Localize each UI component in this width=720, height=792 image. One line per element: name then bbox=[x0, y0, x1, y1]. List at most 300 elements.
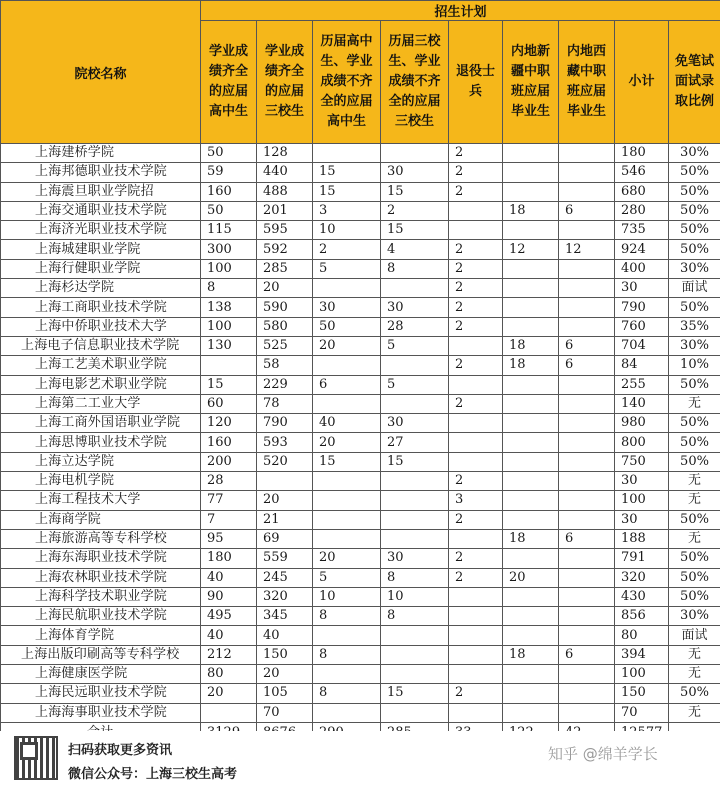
column-header-2: 学业成绩齐全的应届三校生 bbox=[257, 21, 313, 144]
quota-cell: 6 bbox=[313, 375, 381, 394]
ratio-cell: 无 bbox=[669, 665, 720, 684]
subtotal-cell: 394 bbox=[615, 645, 669, 664]
ratio-cell: 30% bbox=[669, 144, 720, 163]
quota-cell: 69 bbox=[257, 529, 313, 548]
table-row bbox=[1, 491, 720, 510]
quota-cell: 525 bbox=[257, 336, 313, 355]
quota-cell bbox=[559, 375, 615, 394]
quota-cell bbox=[381, 703, 449, 722]
subtotal-cell: 320 bbox=[615, 568, 669, 587]
subtotal-cell: 180 bbox=[615, 144, 669, 163]
quota-cell bbox=[559, 298, 615, 317]
quota-cell: 201 bbox=[257, 201, 313, 220]
quota-cell bbox=[559, 452, 615, 471]
table-row bbox=[1, 182, 720, 201]
quota-cell: 5 bbox=[381, 336, 449, 355]
subtotal-cell: 188 bbox=[615, 529, 669, 548]
quota-cell: 20 bbox=[201, 684, 257, 703]
quota-cell: 128 bbox=[257, 144, 313, 163]
quota-cell bbox=[313, 491, 381, 510]
school-name-cell: 上海立达学院 bbox=[1, 452, 201, 471]
quota-cell: 2 bbox=[449, 510, 503, 529]
table-row bbox=[1, 317, 720, 336]
ratio-cell: 30% bbox=[669, 336, 720, 355]
quota-cell: 40 bbox=[313, 414, 381, 433]
school-name-cell: 上海思博职业技术学院 bbox=[1, 433, 201, 452]
quota-cell: 40 bbox=[201, 568, 257, 587]
school-name-cell: 上海交通职业技术学院 bbox=[1, 201, 201, 220]
quota-cell bbox=[313, 626, 381, 645]
subtotal-cell: 800 bbox=[615, 433, 669, 452]
quota-cell: 60 bbox=[201, 394, 257, 413]
quota-cell: 27 bbox=[381, 433, 449, 452]
quota-cell bbox=[449, 414, 503, 433]
quota-cell: 2 bbox=[449, 549, 503, 568]
quota-cell: 105 bbox=[257, 684, 313, 703]
quota-cell bbox=[381, 645, 449, 664]
quota-cell bbox=[313, 510, 381, 529]
quota-cell bbox=[503, 182, 559, 201]
quota-cell bbox=[313, 279, 381, 298]
quota-cell bbox=[559, 259, 615, 278]
quota-cell: 78 bbox=[257, 394, 313, 413]
quota-cell: 2 bbox=[449, 472, 503, 491]
table-row bbox=[1, 356, 720, 375]
quota-cell bbox=[503, 279, 559, 298]
ratio-cell: 无 bbox=[669, 394, 720, 413]
quota-cell: 40 bbox=[257, 626, 313, 645]
quota-cell: 2 bbox=[449, 144, 503, 163]
quota-cell bbox=[559, 665, 615, 684]
quota-cell: 200 bbox=[201, 452, 257, 471]
quota-cell bbox=[381, 279, 449, 298]
school-name-cell: 上海城建职业学院 bbox=[1, 240, 201, 259]
quota-cell bbox=[559, 279, 615, 298]
subtotal-cell: 30 bbox=[615, 279, 669, 298]
quota-cell: 15 bbox=[201, 375, 257, 394]
quota-cell: 28 bbox=[201, 472, 257, 491]
quota-cell: 10 bbox=[313, 221, 381, 240]
table-row bbox=[1, 452, 720, 471]
quota-cell: 300 bbox=[201, 240, 257, 259]
quota-cell bbox=[503, 510, 559, 529]
table-row bbox=[1, 665, 720, 684]
school-name-cell: 上海民远职业技术学院 bbox=[1, 684, 201, 703]
ratio-cell: 30% bbox=[669, 259, 720, 278]
quota-cell bbox=[503, 298, 559, 317]
quota-cell bbox=[381, 394, 449, 413]
quota-cell: 488 bbox=[257, 182, 313, 201]
quota-cell bbox=[201, 356, 257, 375]
school-name-cell: 上海商学院 bbox=[1, 510, 201, 529]
table-row bbox=[1, 684, 720, 703]
subtotal-cell: 856 bbox=[615, 607, 669, 626]
quota-cell bbox=[559, 433, 615, 452]
quota-cell bbox=[449, 587, 503, 606]
quota-cell bbox=[313, 665, 381, 684]
quota-cell: 70 bbox=[257, 703, 313, 722]
ratio-cell: 50% bbox=[669, 587, 720, 606]
quota-cell bbox=[503, 472, 559, 491]
quota-cell bbox=[559, 144, 615, 163]
table-row bbox=[1, 221, 720, 240]
ratio-cell: 10% bbox=[669, 356, 720, 375]
quota-cell bbox=[381, 144, 449, 163]
table-row bbox=[1, 433, 720, 452]
quota-cell: 59 bbox=[201, 163, 257, 182]
quota-cell bbox=[449, 607, 503, 626]
quota-cell: 2 bbox=[449, 394, 503, 413]
school-name-cell: 上海工商职业技术学院 bbox=[1, 298, 201, 317]
quota-cell: 30 bbox=[381, 414, 449, 433]
quota-cell: 580 bbox=[257, 317, 313, 336]
quota-cell: 58 bbox=[257, 356, 313, 375]
quota-cell: 8 bbox=[381, 568, 449, 587]
quota-cell bbox=[449, 645, 503, 664]
subtotal-cell: 430 bbox=[615, 587, 669, 606]
quota-cell bbox=[559, 317, 615, 336]
table-row bbox=[1, 510, 720, 529]
subtotal-cell: 924 bbox=[615, 240, 669, 259]
table-row bbox=[1, 394, 720, 413]
school-name-cell: 上海工艺美术职业学院 bbox=[1, 356, 201, 375]
quota-cell: 2 bbox=[449, 298, 503, 317]
quota-cell: 3 bbox=[313, 201, 381, 220]
quota-cell: 8 bbox=[201, 279, 257, 298]
quota-cell: 18 bbox=[503, 356, 559, 375]
quota-cell: 50 bbox=[201, 144, 257, 163]
quota-cell bbox=[503, 163, 559, 182]
quota-cell bbox=[381, 491, 449, 510]
table-row bbox=[1, 472, 720, 491]
ratio-cell: 50% bbox=[669, 201, 720, 220]
quota-cell: 5 bbox=[313, 568, 381, 587]
quota-cell: 15 bbox=[381, 452, 449, 471]
quota-cell bbox=[313, 529, 381, 548]
quota-cell bbox=[559, 607, 615, 626]
quota-cell: 320 bbox=[257, 587, 313, 606]
school-name-cell: 上海海事职业技术学院 bbox=[1, 703, 201, 722]
ratio-cell: 35% bbox=[669, 317, 720, 336]
ratio-cell: 50% bbox=[669, 568, 720, 587]
quota-cell: 2 bbox=[449, 182, 503, 201]
quota-cell: 2 bbox=[449, 279, 503, 298]
subtotal-cell: 70 bbox=[615, 703, 669, 722]
table-header bbox=[1, 1, 720, 144]
quota-cell: 15 bbox=[313, 182, 381, 201]
column-header-3: 历届高中生、学业成绩不齐全的应届高中生 bbox=[313, 21, 381, 144]
ratio-cell: 50% bbox=[669, 684, 720, 703]
quota-cell: 8 bbox=[313, 607, 381, 626]
quota-cell bbox=[449, 529, 503, 548]
quota-cell: 18 bbox=[503, 336, 559, 355]
quota-cell: 2 bbox=[313, 240, 381, 259]
subtotal-cell: 704 bbox=[615, 336, 669, 355]
quota-cell: 595 bbox=[257, 221, 313, 240]
subtotal-cell: 255 bbox=[615, 375, 669, 394]
table-row bbox=[1, 607, 720, 626]
subtotal-cell: 30 bbox=[615, 472, 669, 491]
school-name-cell: 上海工商外国语职业学院 bbox=[1, 414, 201, 433]
column-header-4: 历届三校生、学业成绩不齐全的应届三校生 bbox=[381, 21, 449, 144]
quota-cell: 50 bbox=[201, 201, 257, 220]
quota-cell bbox=[381, 529, 449, 548]
table-row bbox=[1, 240, 720, 259]
quota-cell bbox=[559, 394, 615, 413]
subtotal-cell: 760 bbox=[615, 317, 669, 336]
quota-cell bbox=[559, 414, 615, 433]
quota-cell bbox=[503, 452, 559, 471]
footer-scan-text: 扫码获取更多资讯 bbox=[68, 743, 173, 758]
quota-cell bbox=[559, 221, 615, 240]
quota-cell bbox=[503, 317, 559, 336]
quota-cell bbox=[257, 472, 313, 491]
zhihu-watermark: 知乎 @绵羊学长 bbox=[548, 745, 658, 763]
quota-cell: 3 bbox=[449, 491, 503, 510]
quota-cell: 593 bbox=[257, 433, 313, 452]
quota-cell: 6 bbox=[559, 336, 615, 355]
ratio-cell: 50% bbox=[669, 510, 720, 529]
quota-cell: 345 bbox=[257, 607, 313, 626]
quota-cell bbox=[503, 587, 559, 606]
quota-cell: 285 bbox=[257, 259, 313, 278]
quota-cell: 115 bbox=[201, 221, 257, 240]
quota-cell: 50 bbox=[313, 317, 381, 336]
quota-cell bbox=[381, 356, 449, 375]
ratio-cell: 面试 bbox=[669, 279, 720, 298]
quota-cell: 20 bbox=[313, 549, 381, 568]
subtotal-cell: 546 bbox=[615, 163, 669, 182]
quota-cell bbox=[503, 375, 559, 394]
quota-cell bbox=[503, 607, 559, 626]
subtotal-cell: 30 bbox=[615, 510, 669, 529]
quota-cell bbox=[503, 414, 559, 433]
column-header-7: 内地西藏中职班应届毕业生 bbox=[559, 21, 615, 144]
quota-cell: 245 bbox=[257, 568, 313, 587]
quota-cell: 212 bbox=[201, 645, 257, 664]
school-name-cell: 上海体育学院 bbox=[1, 626, 201, 645]
table-row bbox=[1, 703, 720, 722]
quota-cell: 30 bbox=[381, 163, 449, 182]
subtotal-cell: 790 bbox=[615, 298, 669, 317]
subtotal-cell: 735 bbox=[615, 221, 669, 240]
ratio-cell: 50% bbox=[669, 298, 720, 317]
quota-cell: 8 bbox=[313, 684, 381, 703]
quota-cell: 4 bbox=[381, 240, 449, 259]
school-name-cell: 上海中侨职业技术大学 bbox=[1, 317, 201, 336]
quota-cell: 495 bbox=[201, 607, 257, 626]
quota-cell: 15 bbox=[313, 163, 381, 182]
quota-cell: 160 bbox=[201, 433, 257, 452]
subtotal-cell: 150 bbox=[615, 684, 669, 703]
quota-cell bbox=[381, 510, 449, 529]
quota-cell bbox=[449, 336, 503, 355]
subtotal-cell: 100 bbox=[615, 665, 669, 684]
subtotal-cell: 100 bbox=[615, 491, 669, 510]
quota-cell: 138 bbox=[201, 298, 257, 317]
quota-cell: 20 bbox=[257, 279, 313, 298]
quota-cell bbox=[559, 626, 615, 645]
quota-cell: 160 bbox=[201, 182, 257, 201]
quota-cell bbox=[503, 394, 559, 413]
quota-cell: 8 bbox=[313, 645, 381, 664]
quota-cell: 6 bbox=[559, 201, 615, 220]
quota-cell: 592 bbox=[257, 240, 313, 259]
table-row bbox=[1, 163, 720, 182]
quota-cell bbox=[559, 703, 615, 722]
quota-cell bbox=[313, 394, 381, 413]
quota-cell bbox=[503, 684, 559, 703]
school-name-cell: 上海济光职业技术学院 bbox=[1, 221, 201, 240]
table-row bbox=[1, 144, 720, 163]
quota-cell: 2 bbox=[449, 163, 503, 182]
table-row bbox=[1, 259, 720, 278]
table-row bbox=[1, 201, 720, 220]
quota-cell: 6 bbox=[559, 529, 615, 548]
quota-cell: 5 bbox=[381, 375, 449, 394]
quota-cell bbox=[449, 433, 503, 452]
quota-cell: 100 bbox=[201, 259, 257, 278]
quota-cell: 20 bbox=[257, 665, 313, 684]
quota-cell bbox=[381, 626, 449, 645]
school-name-header: 院校名称 bbox=[1, 1, 201, 144]
quota-cell: 20 bbox=[313, 433, 381, 452]
quota-cell: 10 bbox=[381, 587, 449, 606]
subtotal-cell: 140 bbox=[615, 394, 669, 413]
ratio-cell: 50% bbox=[669, 433, 720, 452]
table-row bbox=[1, 549, 720, 568]
quota-cell: 15 bbox=[381, 221, 449, 240]
table-body bbox=[1, 144, 720, 744]
subtotal-cell: 980 bbox=[615, 414, 669, 433]
subtotal-cell: 80 bbox=[615, 626, 669, 645]
quota-cell bbox=[503, 144, 559, 163]
quota-cell bbox=[559, 163, 615, 182]
enrollment-plan-group-header: 招生计划 bbox=[201, 1, 720, 21]
school-name-cell: 上海科学技术职业学院 bbox=[1, 587, 201, 606]
ratio-cell: 30% bbox=[669, 607, 720, 626]
ratio-cell: 50% bbox=[669, 452, 720, 471]
quota-cell: 21 bbox=[257, 510, 313, 529]
quota-cell: 8 bbox=[381, 607, 449, 626]
subtotal-cell: 280 bbox=[615, 201, 669, 220]
quota-cell: 120 bbox=[201, 414, 257, 433]
table-row bbox=[1, 375, 720, 394]
table-row bbox=[1, 645, 720, 664]
school-name-cell: 上海行健职业学院 bbox=[1, 259, 201, 278]
column-header-1: 学业成绩齐全的应届高中生 bbox=[201, 21, 257, 144]
quota-cell: 100 bbox=[201, 317, 257, 336]
quota-cell: 6 bbox=[559, 356, 615, 375]
school-name-cell: 上海电子信息职业技术学院 bbox=[1, 336, 201, 355]
quota-cell: 20 bbox=[313, 336, 381, 355]
ratio-cell: 50% bbox=[669, 163, 720, 182]
quota-cell: 40 bbox=[201, 626, 257, 645]
quota-cell: 12 bbox=[503, 240, 559, 259]
school-name-cell: 上海出版印刷高等专科学校 bbox=[1, 645, 201, 664]
quota-cell: 2 bbox=[449, 259, 503, 278]
ratio-cell: 50% bbox=[669, 240, 720, 259]
quota-cell: 5 bbox=[313, 259, 381, 278]
quota-cell bbox=[449, 221, 503, 240]
quota-cell bbox=[449, 665, 503, 684]
quota-cell: 30 bbox=[313, 298, 381, 317]
quota-cell bbox=[559, 472, 615, 491]
table-row bbox=[1, 587, 720, 606]
quota-cell bbox=[313, 356, 381, 375]
subtotal-cell: 84 bbox=[615, 356, 669, 375]
school-name-cell: 上海第二工业大学 bbox=[1, 394, 201, 413]
quota-cell: 90 bbox=[201, 587, 257, 606]
subtotal-cell: 400 bbox=[615, 259, 669, 278]
table-row bbox=[1, 568, 720, 587]
quota-cell bbox=[449, 375, 503, 394]
quota-cell: 559 bbox=[257, 549, 313, 568]
column-header-8: 小计 bbox=[615, 21, 669, 144]
quota-cell: 15 bbox=[381, 182, 449, 201]
quota-cell bbox=[449, 452, 503, 471]
ratio-cell: 50% bbox=[669, 375, 720, 394]
quota-cell bbox=[559, 491, 615, 510]
school-name-cell: 上海旅游高等专科学校 bbox=[1, 529, 201, 548]
school-name-cell: 上海健康医学院 bbox=[1, 665, 201, 684]
ratio-cell: 50% bbox=[669, 182, 720, 201]
quota-cell: 2 bbox=[449, 684, 503, 703]
quota-cell: 590 bbox=[257, 298, 313, 317]
school-name-cell: 上海建桥学院 bbox=[1, 144, 201, 163]
ratio-cell: 50% bbox=[669, 221, 720, 240]
quota-cell: 30 bbox=[381, 549, 449, 568]
quota-cell bbox=[559, 549, 615, 568]
quota-cell: 20 bbox=[503, 568, 559, 587]
quota-cell: 229 bbox=[257, 375, 313, 394]
column-header-6: 内地新疆中职班应届毕业生 bbox=[503, 21, 559, 144]
ratio-cell: 无 bbox=[669, 491, 720, 510]
footer bbox=[0, 731, 720, 792]
quota-cell: 95 bbox=[201, 529, 257, 548]
quota-cell bbox=[449, 703, 503, 722]
quota-cell bbox=[449, 626, 503, 645]
quota-cell bbox=[503, 433, 559, 452]
quota-cell bbox=[559, 510, 615, 529]
quota-cell: 18 bbox=[503, 201, 559, 220]
quota-cell bbox=[449, 201, 503, 220]
quota-cell: 10 bbox=[313, 587, 381, 606]
quota-cell bbox=[503, 626, 559, 645]
table-row bbox=[1, 414, 720, 433]
quota-cell: 7 bbox=[201, 510, 257, 529]
quota-cell: 77 bbox=[201, 491, 257, 510]
school-name-cell: 上海电影艺术职业学院 bbox=[1, 375, 201, 394]
quota-cell: 2 bbox=[449, 317, 503, 336]
subtotal-cell: 750 bbox=[615, 452, 669, 471]
school-name-cell: 上海邦德职业技术学院 bbox=[1, 163, 201, 182]
school-name-cell: 上海工程技术大学 bbox=[1, 491, 201, 510]
footer-wechat-account: 微信公众号：上海三校生高考 bbox=[68, 767, 238, 782]
quota-cell: 15 bbox=[381, 684, 449, 703]
table-row bbox=[1, 626, 720, 645]
ratio-cell: 50% bbox=[669, 549, 720, 568]
quota-cell bbox=[559, 182, 615, 201]
school-name-cell: 上海民航职业技术学院 bbox=[1, 607, 201, 626]
quota-cell: 8 bbox=[381, 259, 449, 278]
quota-cell: 790 bbox=[257, 414, 313, 433]
school-name-cell: 上海杉达学院 bbox=[1, 279, 201, 298]
table-row bbox=[1, 298, 720, 317]
quota-cell: 18 bbox=[503, 529, 559, 548]
column-header-5: 退役士兵 bbox=[449, 21, 503, 144]
quota-cell: 28 bbox=[381, 317, 449, 336]
